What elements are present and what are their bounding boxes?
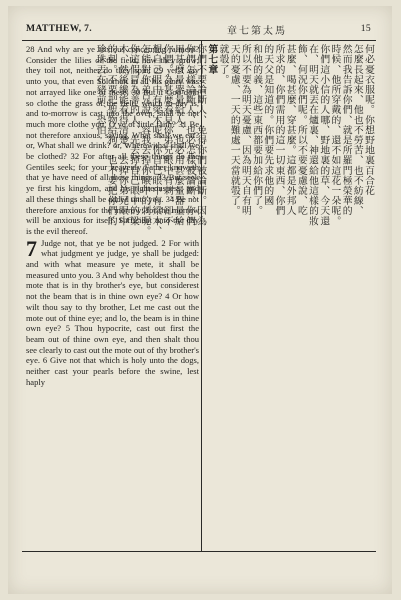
chinese-column: 你這假冒為善的人、先去掉自己眼中的梁 (128, 44, 140, 226)
footer-rule (22, 551, 376, 552)
chinese-column: 珍珠丟在豬前、恐怕 (94, 44, 106, 135)
chinese-column: 和他的義、這些東西都要加給你們了。 (251, 44, 263, 216)
chinese-chapter-heading: 第七章 (206, 44, 218, 75)
running-head-chinese: 章七第太馬 (227, 26, 287, 37)
chinese-column: 在、明天就丟在爐裏、神還給他這樣的妝 (307, 44, 319, 226)
chinese-column: 甚麼、喝甚麼、穿甚麼。這都是外邦人 (284, 44, 296, 216)
chinese-column: 所求的、你們需用的這一切東西、你們 (273, 44, 285, 216)
chinese-column: 時候、他所穿戴的、還不如這花一朵呢。 (329, 44, 341, 226)
chinese-column: 何必憂衣服呢。你想野地裏百合花 (363, 44, 374, 196)
chinese-column: 然而我告訴你們、就是所羅門極榮華的 (340, 44, 352, 216)
chinese-column: 你們。為甚麼看見你弟兄眼中有刺、卻不 (161, 44, 173, 226)
english-paragraph-chapter-6: 28 And why are ye anxious concerning raiment? Consider the lilies of the field, how they grow; they toil not, neither do they spin: 29 yet I say unto you, that even Solomon in all his glory was not arrayed like one of these. 30 But if God doth so clothe the grass of the field, which to-day is, and to-morrow is cast into the oven, shall he not much more clothe you, O ye of little faith? 31 Be not therefore anxious, saying, What shall we eat? or, What shall we drink? or, Wherewithal shall we be clothed? 32 For after all these things do the Gentiles seek; for your heavenly Father knoweth that ye have need of all these things. 33 But seek ye first his kingdom, and his righteousness; and all these things shall be added unto you. 34 Be not therefore anxious for the morrow: for the morrow will be anxious for itself. Sufficient unto the day is the evil thereof. (26, 44, 199, 236)
chinese-column: 所以不要為明天憂慮、因為明天自有明 (239, 44, 251, 216)
page-number: 15 (360, 23, 371, 34)
chinese-column: 的天父是知道的。你們要先求他的國 (262, 44, 274, 206)
header-rule (22, 40, 376, 41)
chinese-column: 你們這小信的人哪、野地裏的草、今天還 (318, 44, 330, 226)
chinese-column: 想自己眼中有梁木呢。你自己眼中有梁木、 (150, 44, 162, 236)
chinese-column: 用甚麼量器量給人、也必用甚麼量器量給 (172, 44, 184, 226)
running-head-english: MATTHEW, 7. (26, 23, 92, 34)
chinese-column: 天的憂慮、一天的難處一天當就彀了。 (228, 44, 240, 216)
chinese-column: 你們怎樣論斷人、也必怎樣被論斷、你們 (184, 44, 195, 226)
chinese-column: 怎能對你弟兄說、容我去掉你眼中的刺呢。 (139, 44, 151, 236)
chapter-7-text: Judge not, that ye be not judged. 2 For with what judgment ye judge, ye shall be judged: and with what measure ye mete, it shall be measured unto you. 3 And why beholdest thou the mote that is in thy brother's eye, but considerest not the beam that is in thine own eye? 4 Or how wilt thou say to thy brother, Let me cast out the mote out of thine eye; and lo, the beam is in thine own eye? 5 Thou hypocrite, cast out first the beam out of thine own eye, and then shalt thou see clearly to cast out the mote out of thy brother's eye. 6 Give not that which is holy unto the dogs, neither cast your pearls before the swine, lest haply (26, 237, 199, 387)
chinese-column: 就彀了。 (217, 44, 229, 85)
chinese-column: 你們不要論斷人、免得你們被論斷。因為 (195, 44, 207, 226)
chapter-number: 7 (26, 235, 37, 261)
chinese-column: 飾、何況你們呢。所以不要憂慮說、吃 (295, 44, 307, 216)
chinese-column: 怎麼長起來、他也不勞苦、也不紡線、 (351, 44, 363, 216)
chinese-column: 的刺。不要把聖物給狗、也不要把你們的 (105, 44, 117, 226)
page-header (22, 22, 377, 38)
chinese-column: 木、然後纔能看得清楚、去掉你弟兄眼中 (116, 44, 128, 226)
